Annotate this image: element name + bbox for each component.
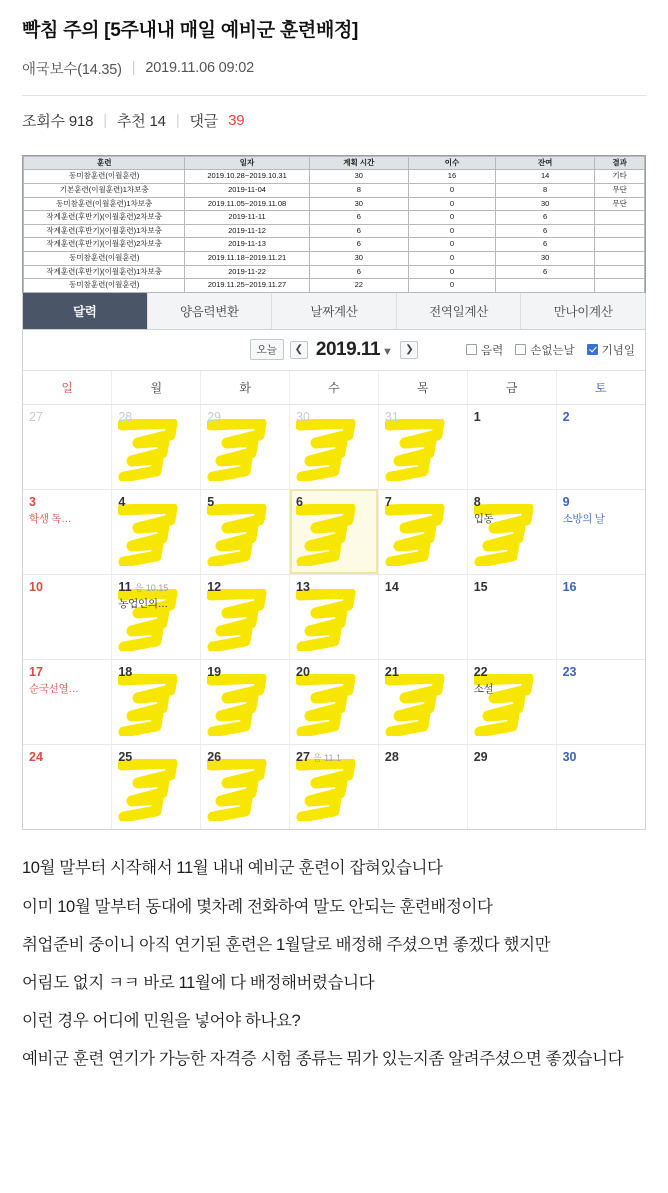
highlight-scribble-icon [118, 419, 180, 481]
checkbox-icon[interactable] [515, 344, 526, 355]
table-cell: 2019.11.25~2019.11.27 [185, 279, 309, 293]
highlight-scribble-icon [385, 419, 447, 481]
calendar-day-cell[interactable] [467, 489, 556, 574]
day-number: 16 [562, 579, 577, 594]
option-label: 손없는날 [530, 344, 575, 357]
day-number: 4 [118, 494, 126, 509]
table-row [24, 224, 645, 238]
calendar-day-cell[interactable] [112, 404, 201, 489]
calendar-day-cell[interactable] [290, 404, 379, 489]
table-cell: 8 [495, 183, 594, 197]
table-cell: 기본훈련(이월훈련)1차보충 [24, 183, 185, 197]
highlight-scribble-icon [207, 759, 269, 821]
table-cell [595, 224, 645, 238]
body-paragraph: 10월 말부터 시작해서 11월 내내 예비군 훈련이 잡혀있습니다 [22, 859, 443, 878]
table-cell: 기타 [595, 170, 645, 184]
calendar-day-cell[interactable] [378, 404, 467, 489]
option-손없는날[interactable] [515, 342, 574, 358]
calendar-week-row [23, 489, 645, 574]
calendar-event-label: 학생 독… [29, 512, 72, 525]
calendar-day-cell[interactable] [23, 489, 112, 574]
calendar-day-cell[interactable] [378, 574, 467, 659]
col-header-completed: 이수 [409, 156, 496, 170]
calendar-tabs [23, 293, 645, 330]
col-header-training: 훈련 [24, 156, 185, 170]
tab-전역일계산[interactable]: 전역일계산 [397, 293, 522, 329]
highlight-scribble-icon [296, 589, 358, 651]
table-cell: 동미참훈련(이월훈련) [24, 279, 185, 293]
table-cell: 0 [409, 252, 496, 266]
calendar-toolbar [23, 330, 645, 371]
tab-만나이계산[interactable]: 만나이계산 [553, 304, 613, 319]
day-number: 7 [384, 494, 392, 509]
table-row [24, 252, 645, 266]
weekday-금: 금 [467, 371, 556, 405]
meta-divider: | [131, 60, 136, 77]
calendar-day-cell[interactable] [467, 659, 556, 744]
calendar-event-label: 소설 [473, 682, 494, 695]
table-cell: 무단 [595, 197, 645, 211]
highlight-scribble-icon [296, 419, 358, 481]
option-음력[interactable] [466, 342, 503, 358]
calendar-grid [23, 371, 645, 830]
weekday-월: 월 [112, 371, 201, 405]
table-cell: 6 [309, 265, 408, 279]
author-name: 애국보수(14.35) [22, 61, 122, 78]
highlight-scribble-icon [385, 674, 447, 736]
calendar-day-cell[interactable] [23, 659, 112, 744]
table-cell: 2019.10.28~2019.10.31 [185, 170, 309, 184]
day-number: 27 음 11.1 [296, 749, 341, 764]
day-number: 13 [296, 579, 310, 594]
post-meta [22, 58, 646, 79]
table-cell: 0 [409, 238, 496, 252]
col-header-planned-hours: 계획 시간 [309, 156, 408, 170]
day-number: 24 [29, 749, 43, 764]
day-number: 8 [473, 494, 481, 509]
calendar-day-cell[interactable] [290, 659, 379, 744]
calendar-event-label: 소방의 날 [562, 512, 605, 525]
body-paragraph: 예비군 훈련 연기가 가능한 자격증 시험 종류는 뭐가 있는지좀 알려주셨으면 좋겠습니다 [22, 1050, 624, 1069]
day-number: 31 [384, 409, 399, 424]
day-number: 17 [29, 664, 43, 679]
table-cell: 0 [409, 211, 496, 225]
option-label: 기념일 [601, 344, 635, 357]
calendar-day-cell[interactable] [556, 659, 645, 744]
calendar-day-cell[interactable] [556, 744, 645, 829]
calendar-day-cell[interactable] [378, 744, 467, 829]
table-row [24, 279, 645, 293]
tab-양음력변환[interactable]: 양음력변환 [148, 293, 273, 329]
table-cell [595, 265, 645, 279]
day-number: 18 [118, 664, 133, 679]
highlight-scribble-icon [207, 419, 269, 481]
day-number: 29 [207, 409, 222, 424]
table-cell: 6 [495, 224, 594, 238]
calendar-day-cell[interactable] [556, 404, 645, 489]
checkbox-icon[interactable] [466, 344, 477, 355]
table-cell: 2019-11-04 [185, 183, 309, 197]
calendar-day-cell[interactable] [23, 744, 112, 829]
day-number: 29 [473, 749, 488, 764]
calendar-day-cell[interactable] [290, 744, 379, 829]
lunar-date: 음 10.15 [134, 582, 169, 593]
calendar-event-label: 순국선열… [29, 682, 79, 695]
comment-count[interactable]: 39 [228, 111, 245, 129]
table-cell: 30 [309, 197, 408, 211]
table-cell: 2019-11-11 [185, 211, 309, 225]
table-header-row [24, 156, 645, 170]
option-label: 음력 [481, 344, 504, 357]
calendar-day-cell[interactable] [467, 574, 556, 659]
calendar-week-row [23, 744, 645, 829]
body-paragraph: 이미 10월 말부터 동대에 몇차례 전화하여 말도 안되는 훈련배정이다 [22, 897, 493, 916]
table-cell: 30 [495, 252, 594, 266]
table-cell: 2019.11.18~2019.11.21 [185, 252, 309, 266]
table-cell: 동미참훈련(이월훈련) [24, 252, 185, 266]
recommend-count: 추천 14 [116, 112, 166, 130]
calendar-day-cell[interactable] [201, 404, 290, 489]
table-cell [595, 252, 645, 266]
day-number: 27 [29, 409, 43, 424]
table-cell: 작계훈련(후반기)(이월훈련)2차보충 [24, 238, 185, 252]
table-cell: 6 [309, 238, 408, 252]
calendar-day-cell[interactable] [378, 659, 467, 744]
calendar-day-cell[interactable] [290, 489, 379, 574]
table-cell: 2019-11-13 [185, 238, 309, 252]
today-button[interactable]: 오늘 [250, 339, 284, 360]
table-cell: 6 [495, 238, 594, 252]
table-cell: 0 [409, 265, 496, 279]
body-paragraph: 어림도 없지 ㅋㅋ 바로 11월에 다 배정해버렸습니다 [22, 973, 375, 992]
col-header-date: 일자 [185, 156, 309, 170]
calendar-options [466, 342, 635, 358]
col-header-remaining: 잔여 [495, 156, 594, 170]
calendar-week-row [23, 574, 645, 659]
table-cell: 작계훈련(후반기)(이월훈련)2차보충 [24, 211, 185, 225]
checkbox-icon[interactable] [587, 344, 598, 355]
table-cell: 6 [495, 211, 594, 225]
day-number: 23 [562, 664, 577, 679]
table-row [24, 197, 645, 211]
weekday-수: 수 [290, 371, 379, 405]
table-cell: 0 [409, 197, 496, 211]
chevron-down-icon: ▼ [382, 345, 393, 358]
calendar-day-cell[interactable] [112, 744, 201, 829]
day-number: 30 [562, 749, 577, 764]
day-number: 14 [384, 579, 399, 594]
calendar-day-cell[interactable] [556, 574, 645, 659]
highlight-scribble-icon [118, 504, 180, 566]
table-row [24, 170, 645, 184]
highlight-scribble-icon [296, 759, 358, 821]
calendar-week-row [23, 659, 645, 744]
weekday-화: 화 [201, 371, 290, 405]
calendar-day-cell[interactable] [201, 744, 290, 829]
calendar-event-label: 입동 [473, 512, 494, 525]
stats-divider-1: | [103, 111, 107, 129]
table-cell: 2019-11-22 [185, 265, 309, 279]
table-cell: 무단 [595, 183, 645, 197]
day-number: 10 [29, 579, 43, 594]
calendar-day-cell[interactable] [556, 489, 645, 574]
highlight-scribble-icon [296, 674, 358, 736]
year-month-text: 2019.11 [315, 338, 381, 360]
training-table [22, 155, 646, 293]
day-number: 12 [207, 579, 222, 594]
table-row [24, 211, 645, 225]
next-month-icon[interactable]: ❯ [400, 341, 418, 359]
calendar-day-cell[interactable] [23, 574, 112, 659]
highlight-scribble-icon [207, 589, 269, 651]
day-number: 22 [473, 664, 488, 679]
day-number: 28 [384, 749, 399, 764]
calendar-day-cell[interactable] [112, 574, 201, 659]
highlight-scribble-icon [296, 504, 358, 566]
option-기념일[interactable] [587, 342, 635, 358]
day-number: 9 [562, 494, 570, 509]
table-cell: 작계훈련(후반기)(이월훈련)1차보충 [24, 265, 185, 279]
calendar-day-cell[interactable] [112, 489, 201, 574]
post-datetime: 2019.11.06 09:02 [145, 60, 254, 77]
highlight-scribble-icon [118, 674, 180, 736]
table-cell: 6 [495, 265, 594, 279]
body-paragraph: 이런 경우 어디에 민원을 넣어야 하나요? [22, 1012, 301, 1031]
view-count: 조회수 918 [22, 112, 94, 130]
day-number: 6 [296, 494, 303, 509]
table-cell: 8 [309, 183, 408, 197]
page-title: 빡침 주의 [5주내내 매일 예비군 훈련배정] [22, 20, 359, 41]
table-row [24, 183, 645, 197]
body-paragraph: 취업준비 중이니 아직 연기된 훈련은 1월달로 배정해 주셨으면 좋겠다 했지만 [22, 935, 551, 954]
lunar-date: 음 11.1 [312, 752, 341, 763]
table-cell: 0 [409, 224, 496, 238]
table-cell [595, 238, 645, 252]
day-number: 21 [384, 664, 399, 679]
year-month-label[interactable] [314, 339, 395, 361]
table-cell: 2019-11-12 [185, 224, 309, 238]
table-cell: 6 [309, 211, 408, 225]
stats-divider-2: | [175, 111, 180, 129]
weekday-토: 토 [556, 371, 645, 405]
table-cell: 0 [409, 279, 496, 293]
day-number: 2 [562, 409, 570, 424]
highlight-scribble-icon [207, 674, 269, 736]
day-number: 30 [296, 409, 310, 424]
tab-달력[interactable]: 달력 [23, 293, 148, 329]
table-cell: 작계훈련(후반기)(이월훈련)1차보충 [24, 224, 185, 238]
day-number: 1 [473, 409, 481, 424]
day-number: 5 [207, 494, 215, 509]
table-cell: 30 [309, 170, 408, 184]
table-cell: 6 [309, 224, 408, 238]
calendar-widget [22, 293, 646, 831]
day-number: 26 [207, 749, 222, 764]
table-row [24, 238, 645, 252]
table-cell: 0 [409, 183, 496, 197]
post-stats [22, 96, 646, 147]
tab-날짜계산[interactable]: 날짜계산 [272, 293, 397, 329]
table-cell [595, 211, 645, 225]
day-number: 28 [118, 409, 133, 424]
col-header-result: 결과 [595, 156, 645, 170]
day-number: 25 [118, 749, 133, 764]
weekday-header-row [23, 371, 645, 405]
calendar-day-cell[interactable] [201, 659, 290, 744]
calendar-day-cell[interactable] [201, 489, 290, 574]
day-number: 15 [473, 579, 488, 594]
calendar-day-cell[interactable] [378, 489, 467, 574]
highlight-scribble-icon [118, 759, 180, 821]
prev-month-icon[interactable]: ❮ [290, 341, 308, 359]
weekday-목: 목 [378, 371, 467, 405]
calendar-day-cell[interactable] [467, 404, 556, 489]
calendar-day-cell[interactable] [112, 659, 201, 744]
weekday-일: 일 [23, 371, 112, 405]
comment-label: 댓글 [189, 112, 219, 130]
highlight-scribble-icon [207, 504, 269, 566]
table-cell [495, 279, 594, 293]
day-number: 3 [29, 494, 36, 509]
table-row [24, 265, 645, 279]
day-number: 11 음 10.15 [118, 579, 169, 594]
calendar-day-cell[interactable] [290, 574, 379, 659]
table-cell: 16 [409, 170, 496, 184]
table-cell: 동미참훈련(이월훈련) [24, 170, 185, 184]
calendar-day-cell[interactable] [23, 404, 112, 489]
day-number: 20 [296, 664, 310, 679]
table-cell: 22 [309, 279, 408, 293]
table-cell: 14 [495, 170, 594, 184]
calendar-event-label: 농업인의… [118, 597, 168, 610]
calendar-week-row [23, 404, 645, 489]
post-body [22, 830, 646, 1107]
table-cell: 동미참훈련(이월훈련)1차보충 [24, 197, 185, 211]
highlight-scribble-icon [385, 504, 447, 566]
table-cell: 2019.11.05~2019.11.08 [185, 197, 309, 211]
table-cell [595, 279, 645, 293]
calendar-day-cell[interactable] [467, 744, 556, 829]
day-number: 19 [207, 664, 222, 679]
table-cell: 30 [309, 252, 408, 266]
table-cell: 30 [495, 197, 594, 211]
calendar-day-cell[interactable] [201, 574, 290, 659]
